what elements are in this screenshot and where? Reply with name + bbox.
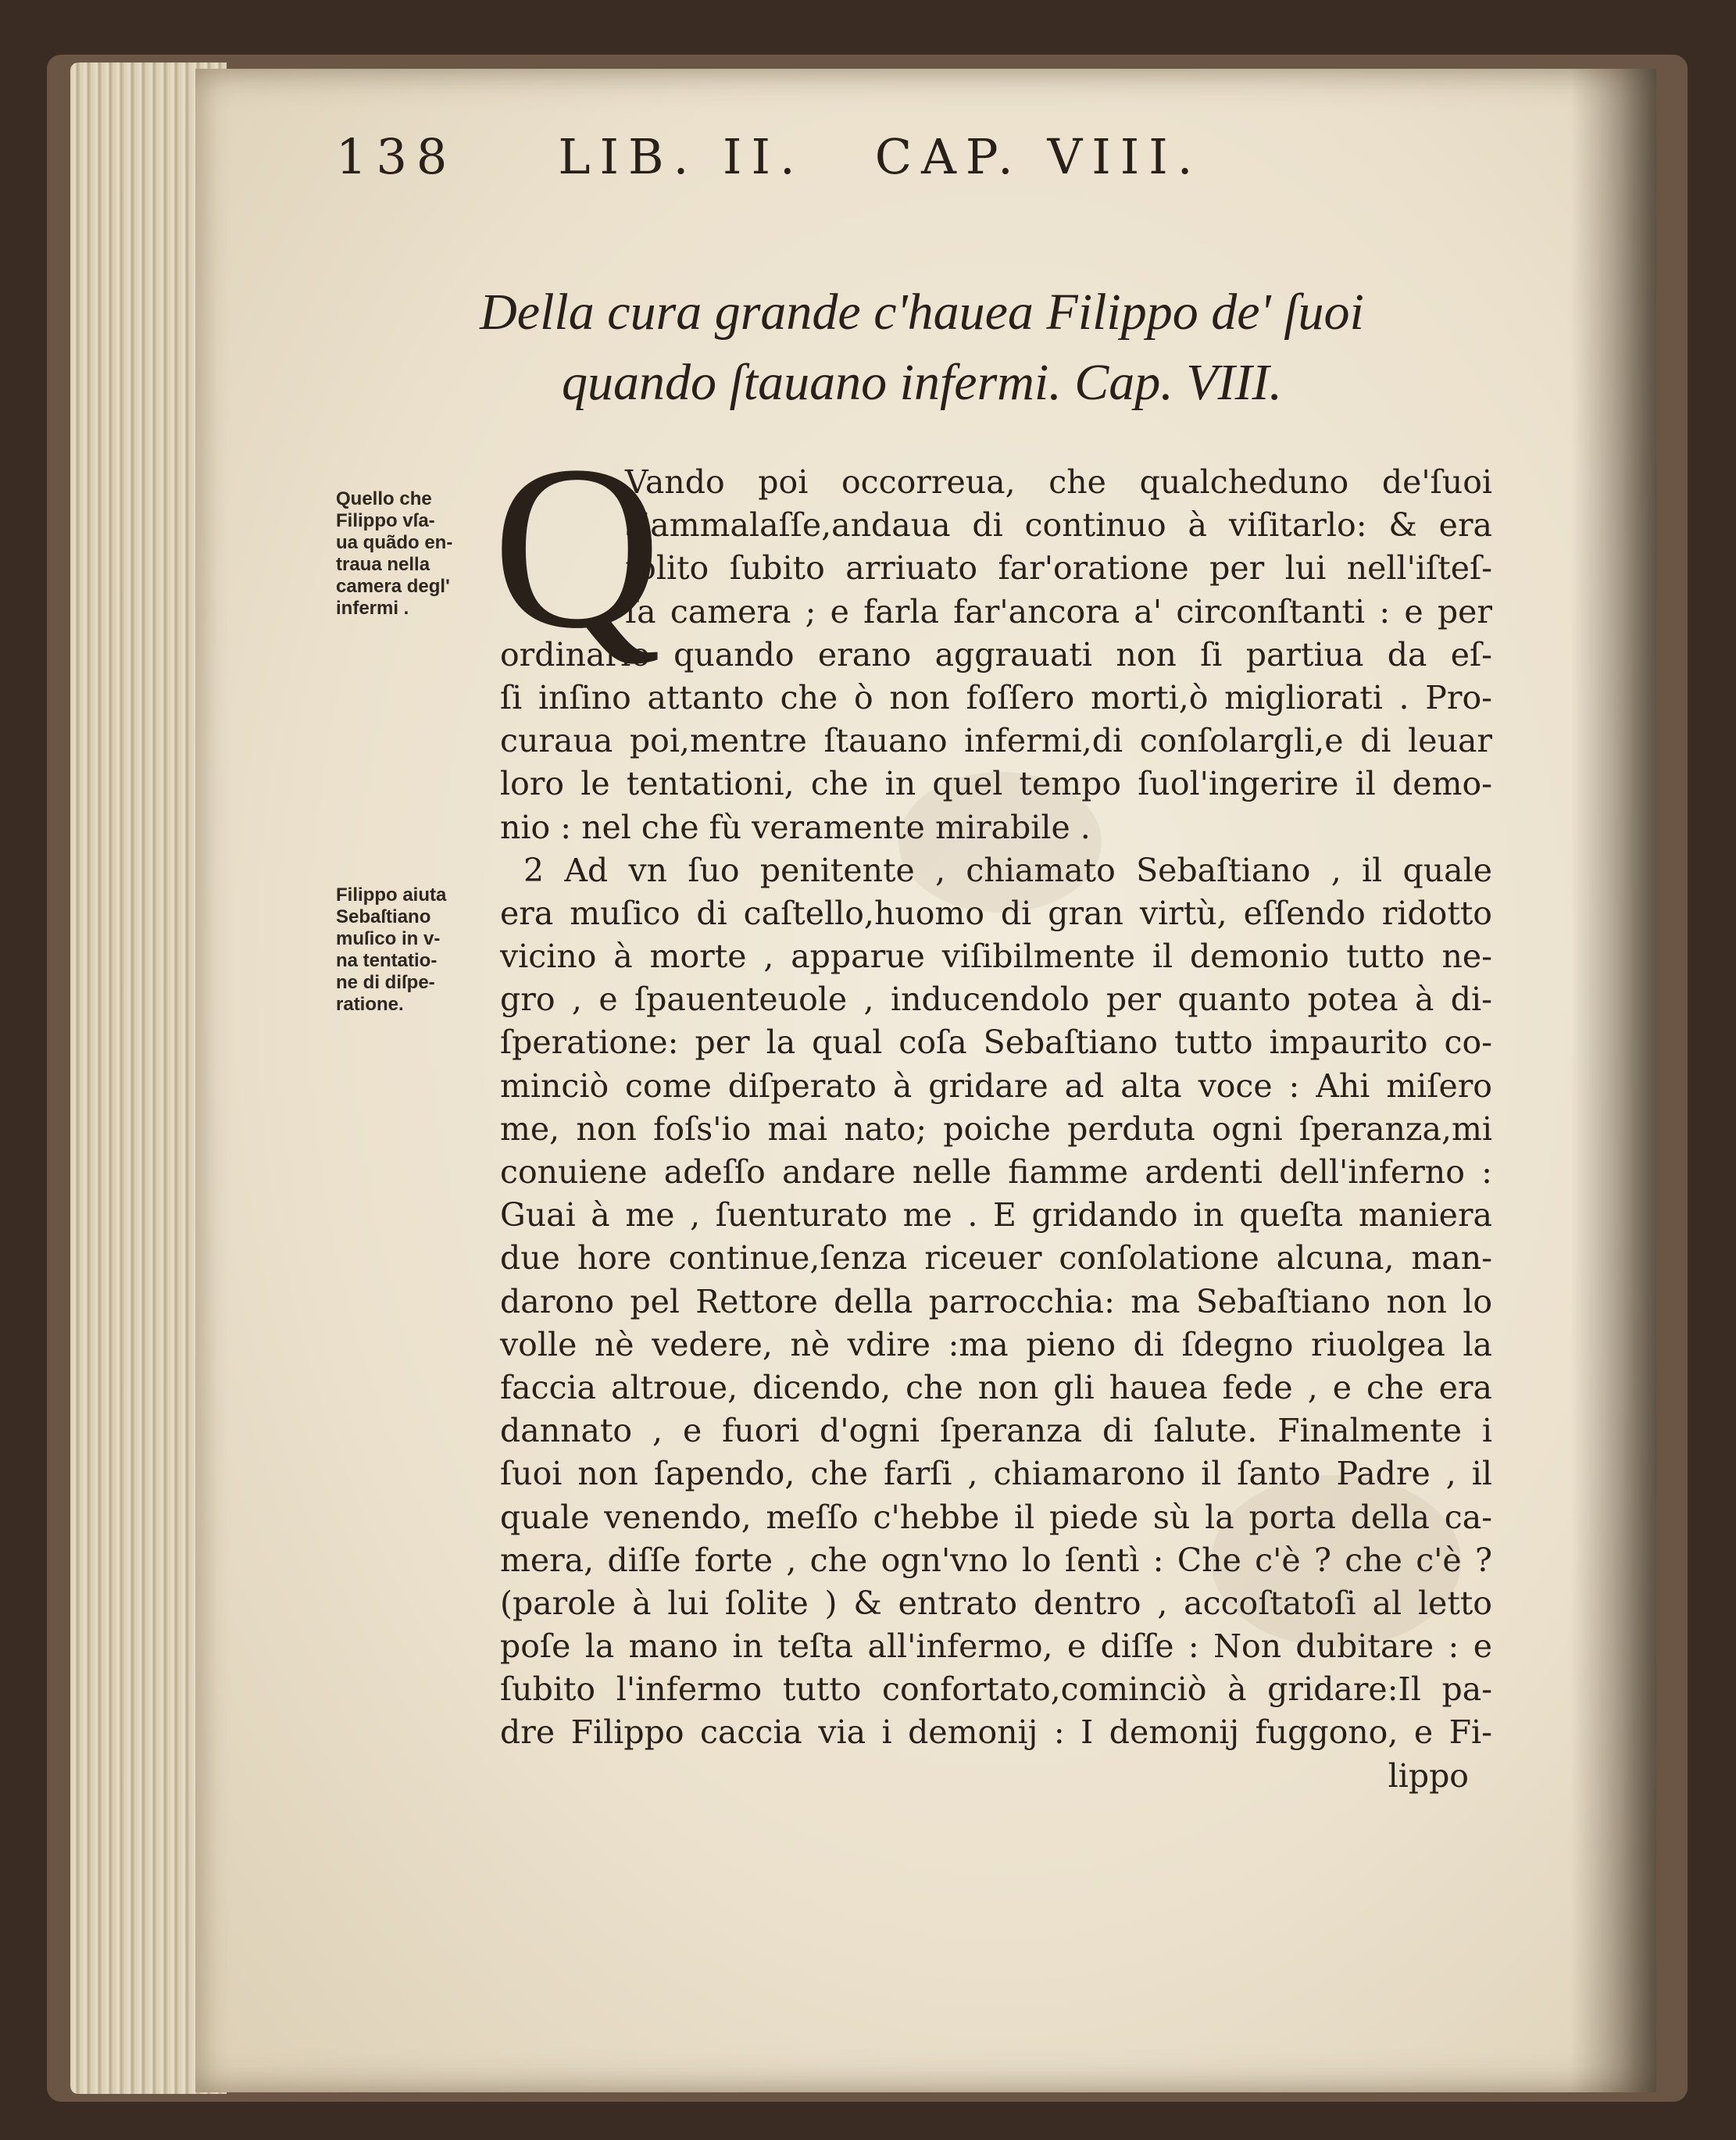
text-line: loro le tentationi, che in quel tempo ſuol'ingerire il demo-	[500, 765, 1492, 803]
margin-note-line: ua quãdo en-	[336, 532, 453, 553]
text-line: me, non foſs'io mai nato; poiche perduta ogni ſperanza,mi	[500, 1109, 1492, 1148]
text-line: dre Filippo caccia via i demonij : I demonij fuggono, e Fi-	[500, 1713, 1492, 1752]
text-line: Vando poi occorreua, che qualcheduno de'ſuoi	[625, 463, 1492, 501]
text-line: darono pel Rettore della parrocchia: ma Sebaſtiano non lo	[500, 1282, 1492, 1320]
text-line: ſi inſino attanto che ò non foſſero morti,ò migliorati . Pro-	[500, 678, 1492, 716]
text-line: faccia altroue, dicendo, che non gli hauea fede , e che era	[500, 1368, 1492, 1406]
text-line: curaua poi,mentre ſtauano infermi,di conſolargli,e di leuar	[500, 722, 1492, 760]
text-line: Guai à me , ſuenturato me . E gridando in queſta maniera	[500, 1196, 1492, 1234]
text-line: dannato , e fuori d'ogni ſperanza di ſalute. Finalmente i	[500, 1412, 1492, 1450]
text-line: quale venendo, meſſo c'hebbe il piede sù la porta della ca-	[500, 1498, 1492, 1536]
text-line: minciò come diſperato à gridare ad alta voce : Ahi miſero	[500, 1066, 1492, 1105]
drop-cap: Q	[492, 417, 662, 677]
margin-note-line: traua nella	[336, 554, 430, 575]
text-line: ſuoi non ſapendo, che farſi , chiamarono il ſanto Padre , il	[500, 1455, 1492, 1493]
text-line: nio : nel che fù veramente mirabile .	[500, 808, 1091, 846]
text-line: era muſico di caſtello,huomo di gran virtù, eſſendo ridotto	[500, 894, 1492, 932]
page-number: 138	[336, 127, 457, 185]
margin-note-line: na tentatio-	[336, 950, 438, 971]
text-line: vicino à morte , apparue viſibilmente il demonio tutto ne-	[500, 938, 1492, 976]
text-line: ſolito ſubito arriuato far'oratione per lui nell'iſteſ-	[625, 549, 1492, 588]
text-line: volle nè vedere, nè vdire :ma pieno di ſdegno riuolgea la	[500, 1325, 1492, 1363]
text-line: 2 Ad vn ſuo penitente , chiamato Sebaſtiano , il quale	[523, 851, 1492, 889]
text-line: s'ammalaſſe,andaua di continuo à viſitarlo: & era	[625, 506, 1492, 545]
chapter-title-line: quando ſtauano infermi. Cap. VIII.	[561, 354, 1283, 411]
chapter-title	[336, 277, 1508, 418]
margin-note-line: Filippo vſa-	[336, 510, 435, 531]
margin-note	[336, 488, 500, 620]
running-head	[336, 102, 1273, 211]
chapter-label: CAP. VIII.	[874, 127, 1202, 185]
margin-note	[336, 884, 500, 1016]
text-line: ſa camera ; e farla far'ancora a' circonſtanti : e per	[625, 592, 1492, 631]
margin-note-line: infermi .	[336, 598, 409, 619]
text-line: mera, diſſe forte , che ogn'vno lo ſentì : Che c'è ? che c'è ?	[500, 1541, 1492, 1579]
margin-note-line: camera degl'	[336, 576, 450, 597]
margin-note-line: Filippo aiuta	[336, 884, 447, 906]
catchword: lippo	[1388, 1756, 1469, 1795]
text-line: gro , e ſpauenteuole , inducendolo per quanto potea à di-	[500, 981, 1492, 1019]
margin-note-line: ratione.	[336, 994, 404, 1015]
text-line: poſe la mano in teſta all'infermo, e diſſe : Non dubitare : e	[500, 1627, 1492, 1666]
margin-note-line: muſico in v-	[336, 928, 441, 949]
text-line: due hore continue,ſenza riceuer conſolatione alcuna, man-	[500, 1239, 1492, 1277]
text-line: (parole à lui ſolite ) & entrato dentro , accoſtatoſi al letto	[500, 1584, 1492, 1622]
page-gutter-shadow	[1570, 69, 1656, 2092]
text-line: ordinario quando erano aggrauati non ſi partiua da eſ-	[500, 635, 1492, 673]
chapter-title-line: Della cura grande c'hauea Filippo de' ſuoi	[480, 284, 1364, 341]
text-line: conuiene adeſſo andare nelle fiamme ardenti dell'inferno :	[500, 1153, 1492, 1191]
margin-note-line: Sebaſtiano	[336, 906, 431, 927]
margin-note-line: ne di diſpe-	[336, 972, 435, 993]
book-label: LIB. II.	[558, 127, 805, 185]
text-line: ſubito l'infermo tutto confortato,cominciò à gridare:Il pa-	[500, 1670, 1492, 1709]
text-line: ſperatione: per la qual coſa Sebaſtiano tutto impaurito co-	[500, 1024, 1492, 1062]
margin-note-line: Quello che	[336, 488, 432, 509]
body-text	[500, 461, 1492, 1798]
